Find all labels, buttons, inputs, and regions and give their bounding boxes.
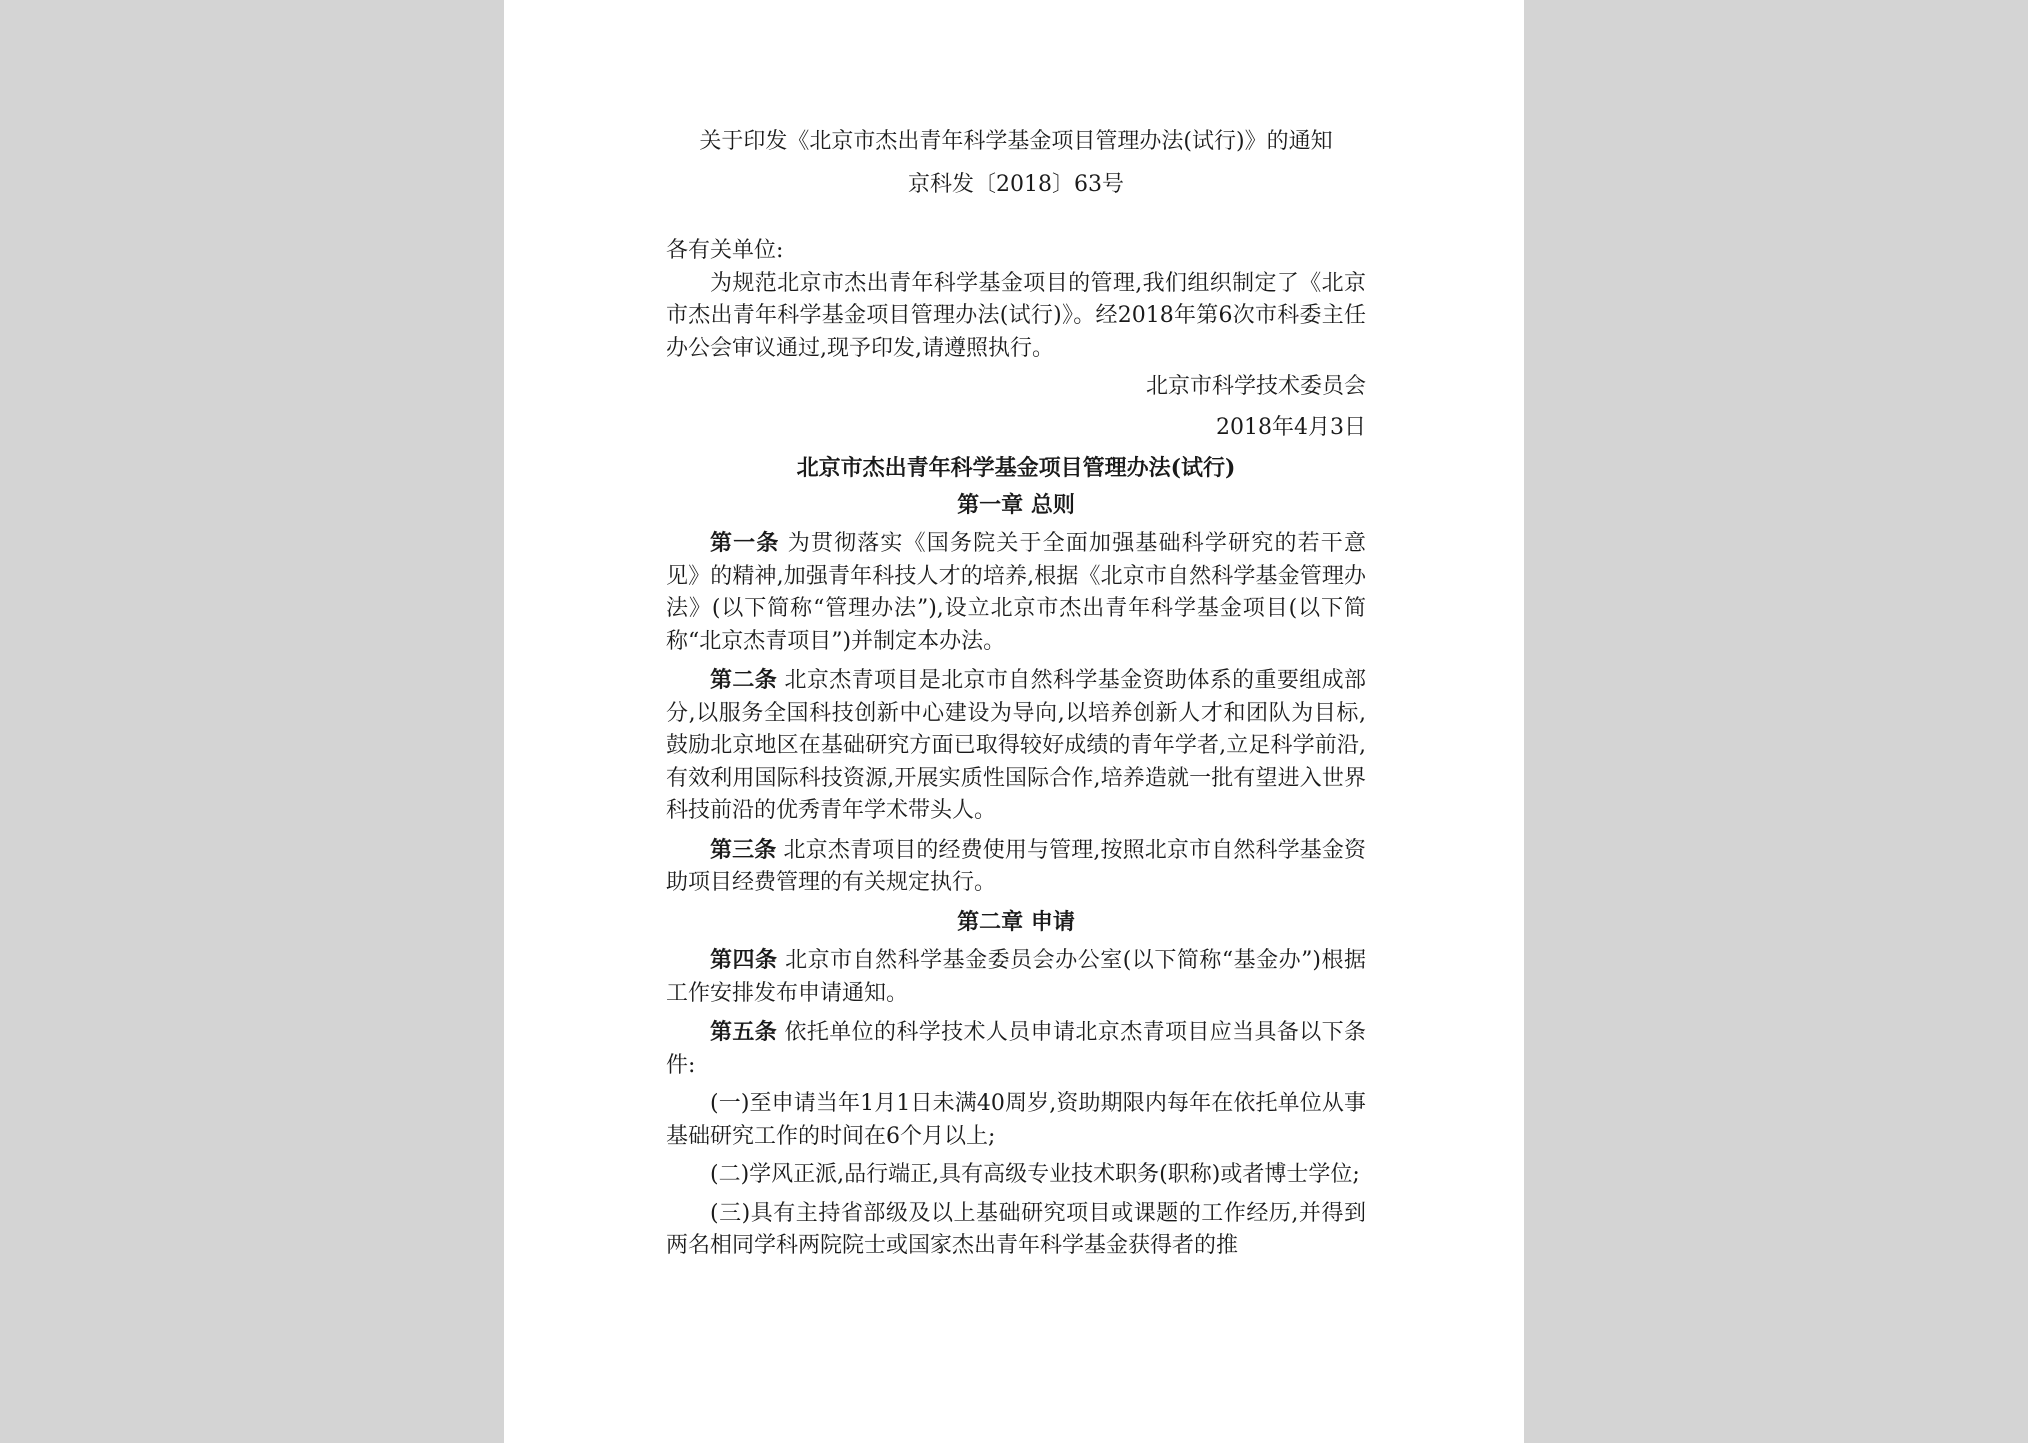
article-4: [666, 944, 1366, 1010]
rules-title: 北京市杰出青年科学基金项目管理办法(试行): [796, 455, 1236, 481]
article-5-label: 第五条: [710, 1019, 778, 1045]
salutation: 各有关单位:: [666, 238, 784, 263]
article-3-text: 北京杰青项目的经费使用与管理,按照北京市自然科学基金资助项目经费管理的有关规定执行。: [666, 837, 1366, 895]
document-page: [504, 0, 1524, 1443]
article-1-text: 为贯彻落实《国务院关于全面加强基础科学研究的若干意见》的精神,加强青年科技人才的培养,根据《北京市自然科学基金管理办法》(以下简称“管理办法”),设立北京市杰出青年科学基金项目(以下简称“北京杰青项目”)并制定本办法。: [666, 531, 1366, 654]
article-4-text: 北京市自然科学基金委员会办公室(以下简称“基金办”)根据工作安排发布申请通知。: [666, 948, 1366, 1006]
issuer-signature: 北京市科学技术委员会: [1145, 374, 1366, 399]
chapter-2-heading: 第二章 申请: [957, 908, 1075, 935]
document-content: [666, 126, 1366, 1269]
issue-date: 2018年4月3日: [1216, 414, 1366, 440]
document-number: 京科发〔2018〕63号: [908, 171, 1124, 197]
article-5-text: 依托单位的科学技术人员申请北京杰青项目应当具备以下条件:: [666, 1020, 1366, 1078]
article-1-label: 第一条: [710, 530, 780, 556]
notice-title: 关于印发《北京市杰出青年科学基金项目管理办法(试行)》的通知: [699, 129, 1333, 154]
article-2-text: 北京杰青项目是北京市自然科学基金资助体系的重要组成部分,以服务全国科技创新中心建设为导向,以培养创新人才和团队为目标,鼓励北京地区在基础研究方面已取得较好成绩的青年学者,立足科学前沿,有效利用国际科技资源,开展实质性国际合作,培养造就一批有望进入世界科技前沿的优秀青年学术带头人。: [666, 668, 1366, 823]
article-2: [666, 664, 1366, 828]
article-3-label: 第三条: [710, 836, 777, 863]
condition-3: (三)具有主持省部级及以上基础研究项目或课题的工作经历,并得到两名相同学科两院院士或国家杰出青年科学基金获得者的推: [666, 1200, 1366, 1258]
article-3: [666, 834, 1366, 900]
article-4-label: 第四条: [710, 947, 778, 973]
chapter-1-heading: 第一章 总则: [957, 491, 1075, 518]
article-1: [666, 527, 1366, 658]
article-2-label: 第二条: [710, 667, 778, 693]
condition-1: (一)至申请当年1月1日未满40周岁,资助期限内每年在依托单位从事基础研究工作的时间在6个月以上;: [666, 1091, 1366, 1149]
condition-2: (二)学风正派,品行端正,具有高级专业技术职务(职称)或者博士学位;: [710, 1162, 1360, 1187]
notice-body: 为规范北京市杰出青年科学基金项目的管理,我们组织制定了《北京市杰出青年科学基金项目管理办法(试行)》。经2018年第6次市科委主任办公会审议通过,现予印发,请遵照执行。: [666, 270, 1366, 361]
article-5: [666, 1016, 1366, 1082]
